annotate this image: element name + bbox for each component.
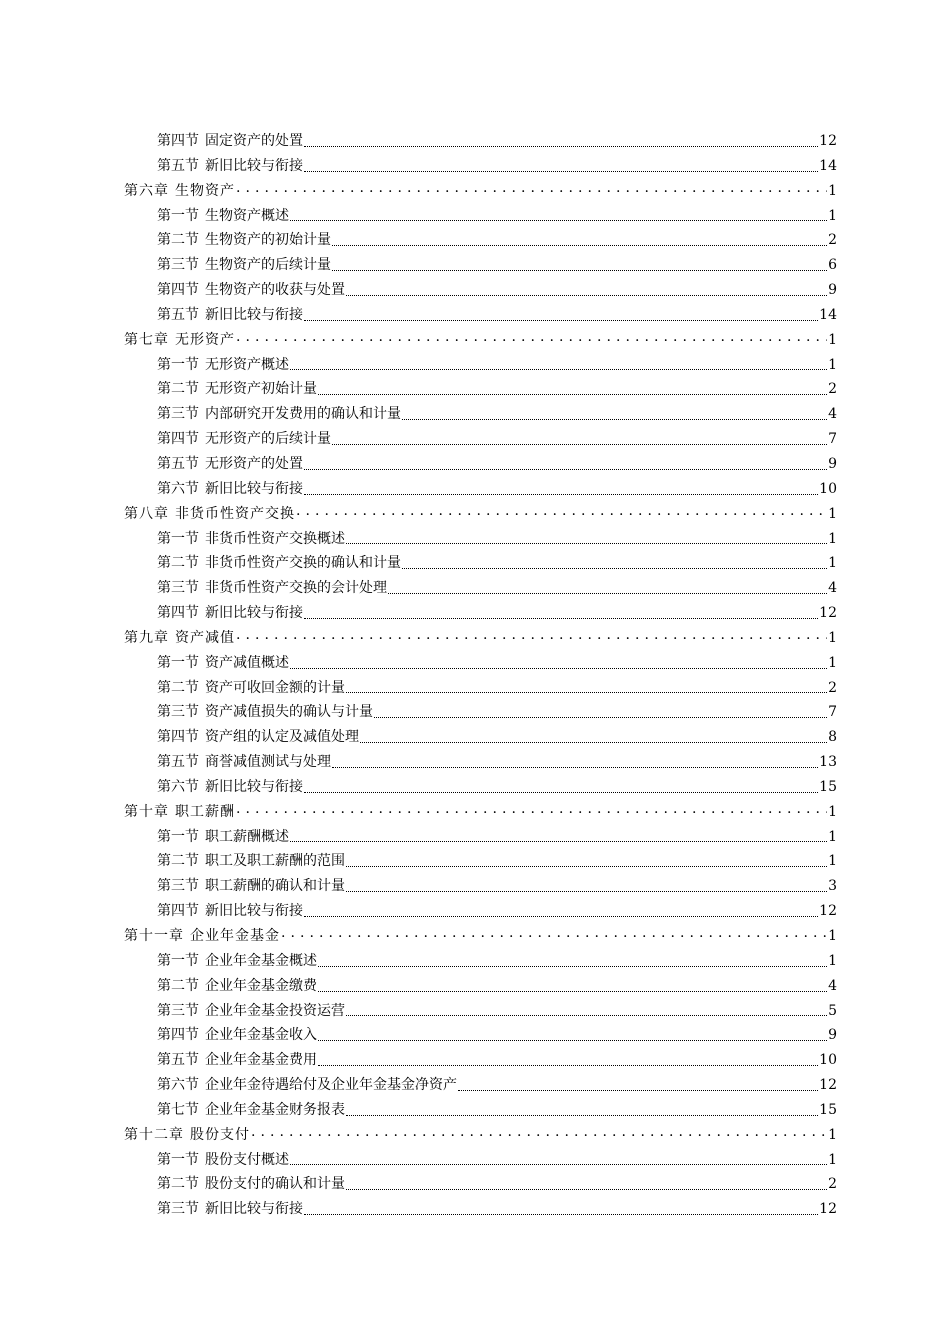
toc-dot-leader (290, 369, 827, 370)
toc-entry-number: 第四节 (157, 431, 199, 448)
toc-entry-label (157, 676, 345, 701)
toc-entry-label (157, 1073, 457, 1098)
toc-dot-leader (388, 593, 827, 594)
toc-entry-title: 无形资产初始计量 (205, 381, 317, 398)
toc-dot-leader (236, 623, 827, 648)
toc-dot-leader (318, 1065, 818, 1066)
toc-dot-leader (346, 295, 827, 296)
toc-entry-label (157, 849, 345, 874)
toc-dot-leader (374, 717, 827, 718)
toc-entry-title: 新旧比较与衔接 (205, 306, 303, 323)
toc-entry-title: 内部研究开发费用的确认和计量 (205, 406, 401, 423)
toc-section-entry[interactable] (124, 253, 837, 278)
toc-page-number: 1 (828, 356, 837, 373)
toc-entry-title: 无形资产的处置 (205, 455, 303, 472)
toc-entry-number: 第四节 (157, 282, 199, 299)
toc-dot-leader (346, 1015, 827, 1016)
toc-entry-number: 第二节 (157, 1176, 199, 1193)
toc-entry-number: 第二节 (157, 853, 199, 870)
toc-section-entry[interactable] (124, 1148, 837, 1173)
toc-page-number: 1 (828, 1126, 837, 1143)
toc-entry-number: 第三节 (157, 1201, 199, 1218)
toc-entry-title: 新旧比较与衔接 (205, 480, 303, 497)
toc-page-number: 14 (819, 306, 837, 323)
toc-entry-number: 第九章 (124, 629, 169, 646)
toc-entry-number: 第一节 (157, 530, 199, 547)
toc-section-entry[interactable] (124, 452, 837, 477)
toc-dot-leader (304, 494, 818, 495)
toc-entry-label (157, 700, 373, 725)
toc-section-entry[interactable] (124, 700, 837, 725)
toc-section-entry[interactable] (124, 427, 837, 452)
toc-entry-number: 第六节 (157, 480, 199, 497)
toc-entry-number: 第五节 (157, 157, 199, 174)
toc-entry-number: 第八章 (124, 505, 169, 522)
toc-entry-number: 第二节 (157, 555, 199, 572)
toc-page-number: 15 (819, 1101, 837, 1118)
toc-entry-number: 第四节 (157, 729, 199, 746)
toc-entry-number: 第三节 (157, 878, 199, 895)
toc-entry-label (157, 651, 289, 676)
toc-chapter-entry[interactable] (124, 924, 837, 949)
toc-section-entry[interactable] (124, 204, 837, 229)
toc-entry-title: 新旧比较与衔接 (205, 605, 303, 622)
toc-dot-leader (332, 245, 827, 246)
toc-dot-leader (304, 146, 818, 147)
toc-entry-number: 第五节 (157, 754, 199, 771)
toc-entry-label (157, 750, 331, 775)
toc-dot-leader (251, 1120, 827, 1145)
toc-entry-number: 第七节 (157, 1101, 199, 1118)
toc-section-entry[interactable] (124, 825, 837, 850)
toc-entry-label (157, 1023, 317, 1048)
toc-dot-leader (346, 891, 827, 892)
toc-dot-leader (346, 1115, 818, 1116)
toc-page-number: 2 (828, 679, 837, 696)
toc-dot-leader (296, 499, 827, 524)
toc-entry-label (124, 502, 295, 527)
toc-entry-title: 新旧比较与衔接 (205, 903, 303, 920)
toc-dot-leader (346, 1189, 827, 1190)
toc-entry-title: 生物资产概述 (205, 207, 289, 224)
toc-dot-leader (304, 1214, 818, 1215)
toc-entry-number: 第四节 (157, 133, 199, 149)
toc-dot-leader (318, 991, 827, 992)
toc-section-entry[interactable] (124, 676, 837, 701)
toc-entry-label (124, 924, 280, 949)
toc-page-number: 4 (828, 406, 837, 423)
toc-dot-leader (346, 866, 827, 867)
toc-entry-number: 第十一章 (124, 928, 184, 944)
toc-entry-title: 企业年金待遇给付及企业年金基金净资产 (205, 1077, 457, 1094)
toc-section-entry[interactable] (124, 1172, 837, 1197)
toc-section-entry[interactable] (124, 576, 837, 601)
toc-entry-title: 资产可收回金额的计量 (205, 679, 345, 696)
toc-dot-leader (346, 543, 827, 544)
toc-page-number: 12 (819, 1201, 837, 1218)
toc-entry-number: 第二节 (157, 381, 199, 398)
toc-entry-number: 第一节 (157, 1151, 199, 1168)
toc-entry-label (157, 551, 401, 576)
toc-entry-title: 职工薪酬 (175, 803, 235, 820)
toc-dot-leader (304, 792, 818, 793)
toc-dot-leader (332, 767, 818, 768)
toc-page-number: 12 (819, 133, 837, 149)
toc-entry-title: 无形资产 (175, 331, 235, 348)
toc-page-number: 15 (819, 778, 837, 795)
toc-section-entry[interactable] (124, 949, 837, 974)
toc-page-number: 8 (828, 729, 837, 746)
toc-page-number: 1 (828, 1151, 837, 1168)
toc-section-entry[interactable] (124, 1197, 837, 1222)
toc-page-number: 4 (828, 977, 837, 994)
toc-page-number: 6 (828, 257, 837, 274)
toc-page-number: 12 (819, 903, 837, 920)
toc-section-entry[interactable] (124, 750, 837, 775)
toc-entry-label (124, 800, 235, 825)
toc-page-number: 13 (819, 754, 837, 771)
toc-dot-leader (236, 176, 827, 201)
toc-entry-title: 无形资产的后续计量 (205, 431, 331, 448)
toc-entry-title: 新旧比较与衔接 (205, 1201, 303, 1218)
toc-page-number: 1 (828, 182, 837, 199)
toc-entry-number: 第四节 (157, 1027, 199, 1044)
toc-entry-label (157, 1197, 303, 1222)
toc-entry-title: 资产组的认定及减值处理 (205, 729, 359, 746)
toc-entry-label (157, 725, 359, 750)
toc-page-number: 1 (828, 828, 837, 845)
toc-page-number: 10 (819, 480, 837, 497)
toc-entry-label (157, 353, 289, 378)
toc-section-entry[interactable] (124, 874, 837, 899)
toc-entry-number: 第一节 (157, 356, 199, 373)
toc-dot-leader (290, 841, 827, 842)
toc-entry-title: 企业年金基金缴费 (205, 977, 317, 994)
toc-entry-number: 第一节 (157, 207, 199, 224)
toc-entry-title: 资产减值 (175, 629, 235, 646)
toc-entry-title: 非货币性资产交换的确认和计量 (205, 555, 401, 572)
toc-entry-label (157, 1172, 345, 1197)
toc-entry-number: 第四节 (157, 903, 199, 920)
toc-dot-leader (346, 692, 827, 693)
toc-entry-label (124, 1123, 250, 1148)
toc-page-number: 5 (828, 1002, 837, 1019)
toc-entry-number: 第一节 (157, 952, 199, 969)
table-of-contents (124, 129, 837, 1222)
toc-entry-title: 企业年金基金概述 (205, 952, 317, 969)
toc-section-entry[interactable] (124, 849, 837, 874)
toc-entry-number: 第六章 (124, 182, 169, 199)
toc-page-number: 1 (828, 952, 837, 969)
toc-entry-label (157, 1148, 289, 1173)
toc-entry-title: 非货币性资产交换的会计处理 (205, 580, 387, 597)
toc-section-entry[interactable] (124, 402, 837, 427)
toc-entry-number: 第三节 (157, 406, 199, 423)
toc-page-number: 1 (828, 853, 837, 870)
toc-page-number: 1 (828, 555, 837, 572)
toc-entry-title: 企业年金基金收入 (205, 1027, 317, 1044)
toc-entry-number: 第七章 (124, 331, 169, 348)
toc-entry-label (157, 1048, 317, 1073)
toc-entry-label (157, 253, 331, 278)
toc-entry-number: 第三节 (157, 1002, 199, 1019)
toc-entry-label (157, 527, 345, 552)
toc-section-entry[interactable] (124, 527, 837, 552)
toc-page-number: 4 (828, 580, 837, 597)
toc-entry-title: 股份支付概述 (205, 1151, 289, 1168)
toc-section-entry[interactable] (124, 725, 837, 750)
toc-entry-number: 第六节 (157, 778, 199, 795)
toc-entry-number: 第二节 (157, 679, 199, 696)
toc-section-entry[interactable] (124, 1023, 837, 1048)
toc-page-number: 9 (828, 1027, 837, 1044)
toc-page-number: 1 (828, 530, 837, 547)
toc-page-number: 2 (828, 381, 837, 398)
toc-entry-title: 职工薪酬的确认和计量 (205, 878, 345, 895)
toc-dot-leader (290, 1164, 827, 1165)
toc-entry-title: 新旧比较与衔接 (205, 778, 303, 795)
toc-page-number: 1 (828, 207, 837, 224)
toc-entry-number: 第三节 (157, 704, 199, 721)
toc-chapter-entry[interactable] (124, 1123, 837, 1148)
toc-entry-label (157, 452, 303, 477)
toc-entry-title: 职工薪酬概述 (205, 828, 289, 845)
toc-entry-title: 固定资产的处置 (205, 133, 303, 149)
toc-dot-leader (318, 966, 827, 967)
toc-page-number: 9 (828, 455, 837, 472)
toc-section-entry[interactable] (124, 228, 837, 253)
toc-page-number: 14 (819, 157, 837, 174)
toc-entry-title: 生物资产 (175, 182, 235, 199)
toc-page-number: 1 (828, 505, 837, 522)
toc-entry-title: 非货币性资产交换 (175, 505, 295, 522)
toc-entry-number: 第三节 (157, 257, 199, 274)
toc-entry-title: 新旧比较与衔接 (205, 157, 303, 174)
toc-page-number: 1 (828, 928, 837, 944)
toc-entry-title: 生物资产的初始计量 (205, 232, 331, 249)
toc-entry-title: 商誉减值测试与处理 (205, 754, 331, 771)
toc-entry-label (157, 576, 387, 601)
toc-page-number: 1 (828, 331, 837, 348)
toc-dot-leader (304, 469, 827, 470)
toc-page-number: 9 (828, 282, 837, 299)
toc-section-entry[interactable] (124, 353, 837, 378)
toc-entry-number: 第六节 (157, 1077, 199, 1094)
toc-chapter-entry[interactable] (124, 626, 837, 651)
toc-dot-leader (290, 220, 827, 221)
toc-entry-number: 第十二章 (124, 1126, 184, 1143)
toc-chapter-entry[interactable] (124, 328, 837, 353)
toc-dot-leader (304, 618, 818, 619)
toc-entry-title: 企业年金基金投资运营 (205, 1002, 345, 1019)
toc-page-number: 7 (828, 431, 837, 448)
toc-entry-label (157, 228, 331, 253)
toc-entry-title: 非货币性资产交换概述 (205, 530, 345, 547)
toc-chapter-entry[interactable] (124, 502, 837, 527)
toc-page-number: 12 (819, 1077, 837, 1094)
toc-page-number: 10 (819, 1052, 837, 1069)
toc-entry-title: 企业年金基金 (190, 928, 280, 944)
toc-entry-title: 企业年金基金费用 (205, 1052, 317, 1069)
toc-section-entry[interactable] (124, 974, 837, 999)
toc-dot-leader (236, 797, 827, 822)
toc-section-entry[interactable] (124, 278, 837, 303)
toc-dot-leader (458, 1090, 818, 1091)
toc-entry-title: 无形资产概述 (205, 356, 289, 373)
toc-entry-label (157, 825, 289, 850)
toc-entry-label (157, 278, 345, 303)
toc-entry-label (157, 477, 303, 502)
toc-entry-label (124, 328, 235, 353)
toc-entry-title: 生物资产的后续计量 (205, 257, 331, 274)
toc-dot-leader (304, 171, 818, 172)
toc-entry-title: 职工及职工薪酬的范围 (205, 853, 345, 870)
toc-dot-leader (318, 1040, 827, 1041)
toc-page-number: 2 (828, 1176, 837, 1193)
toc-entry-label (157, 974, 317, 999)
toc-page-number: 1 (828, 803, 837, 820)
toc-entry-number: 第二节 (157, 232, 199, 249)
toc-entry-title: 股份支付 (190, 1126, 250, 1143)
toc-chapter-entry[interactable] (124, 800, 837, 825)
toc-entry-title: 企业年金基金财务报表 (205, 1101, 345, 1118)
toc-entry-label (157, 129, 303, 154)
toc-entry-number: 第五节 (157, 455, 199, 472)
toc-entry-number: 第一节 (157, 654, 199, 671)
toc-entry-title: 股份支付的确认和计量 (205, 1176, 345, 1193)
toc-page-number: 2 (828, 232, 837, 249)
toc-entry-label (157, 427, 331, 452)
toc-entry-label (157, 204, 289, 229)
toc-dot-leader (236, 325, 827, 350)
toc-entry-label (157, 402, 401, 427)
toc-dot-leader (281, 921, 827, 946)
toc-entry-title: 生物资产的收获与处置 (205, 282, 345, 299)
toc-section-entry[interactable] (124, 1073, 837, 1098)
toc-section-entry[interactable] (124, 999, 837, 1024)
toc-entry-number: 第二节 (157, 977, 199, 994)
toc-dot-leader (290, 668, 827, 669)
toc-page-number: 1 (828, 629, 837, 646)
toc-entry-title: 资产减值损失的确认与计量 (205, 704, 373, 721)
toc-section-entry[interactable] (124, 377, 837, 402)
toc-section-entry[interactable] (124, 651, 837, 676)
toc-entry-label (157, 999, 345, 1024)
toc-entry-number: 第十章 (124, 803, 169, 820)
toc-dot-leader (318, 394, 827, 395)
toc-dot-leader (332, 270, 827, 271)
toc-dot-leader (402, 568, 827, 569)
toc-dot-leader (304, 916, 818, 917)
toc-entry-number: 第一节 (157, 828, 199, 845)
toc-page-number: 1 (828, 654, 837, 671)
toc-entry-label (157, 949, 317, 974)
toc-entry-title: 资产减值概述 (205, 654, 289, 671)
toc-chapter-entry[interactable] (124, 179, 837, 204)
toc-page-number: 7 (828, 704, 837, 721)
toc-entry-number: 第四节 (157, 605, 199, 622)
toc-section-entry[interactable] (124, 551, 837, 576)
toc-entry-label (157, 874, 345, 899)
toc-dot-leader (402, 419, 827, 420)
toc-dot-leader (332, 444, 827, 445)
toc-section-entry[interactable] (124, 129, 837, 154)
toc-entry-label (157, 377, 317, 402)
toc-dot-leader (360, 742, 827, 743)
toc-page-number: 12 (819, 605, 837, 622)
toc-dot-leader (304, 320, 818, 321)
toc-page-number: 3 (828, 878, 837, 895)
toc-section-entry[interactable] (124, 1048, 837, 1073)
toc-entry-number: 第五节 (157, 1052, 199, 1069)
toc-entry-number: 第五节 (157, 306, 199, 323)
toc-entry-number: 第三节 (157, 580, 199, 597)
toc-entry-label (124, 179, 235, 204)
toc-entry-label (124, 626, 235, 651)
